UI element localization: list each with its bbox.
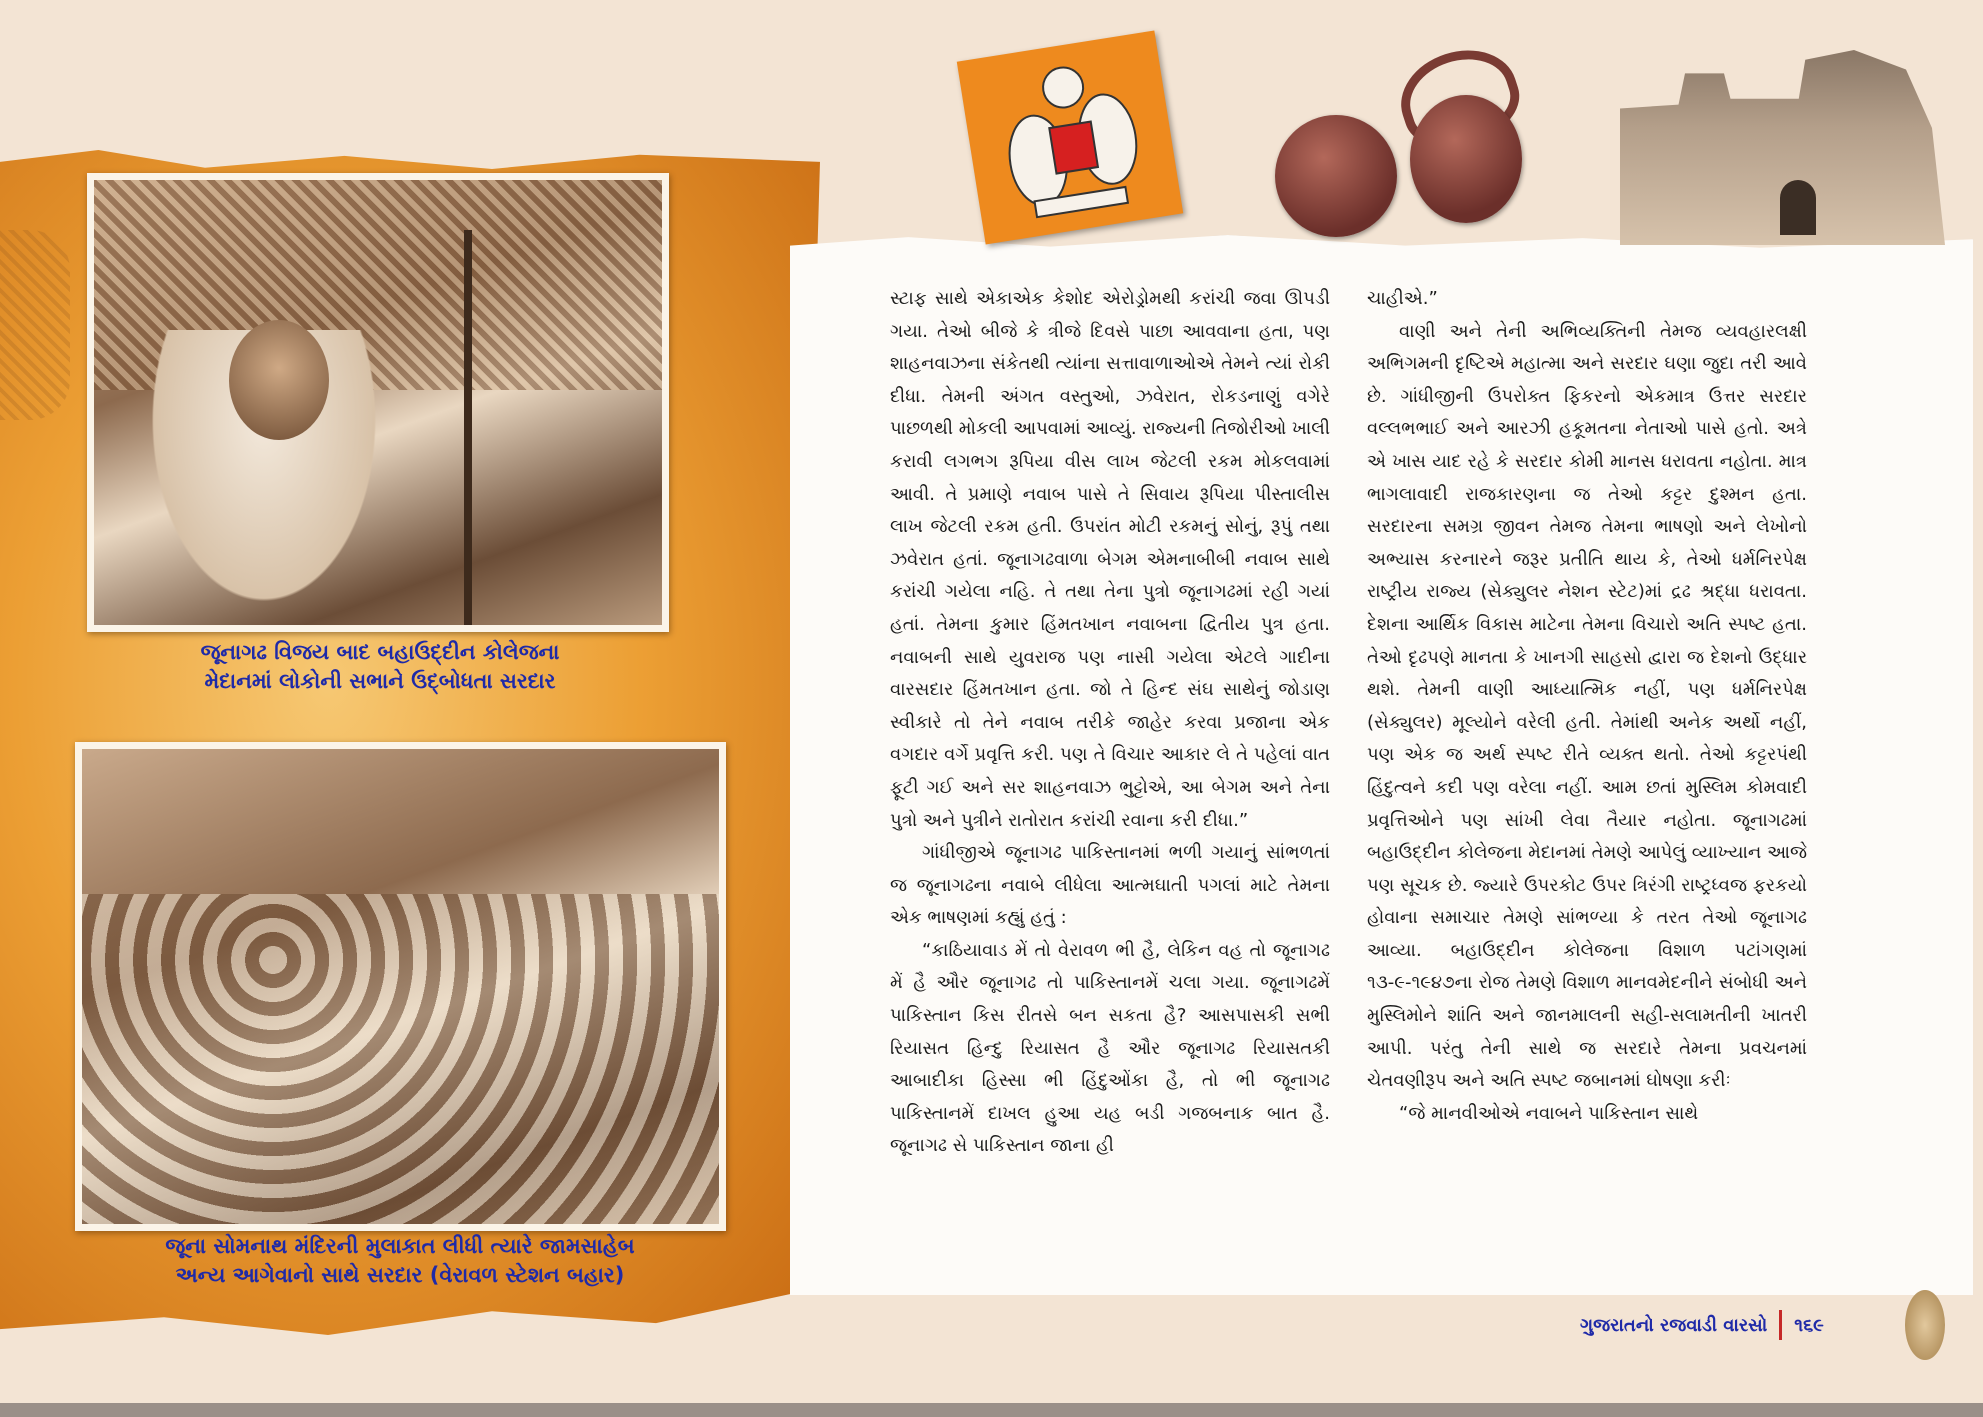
paragraph: સ્ટાફ સાથે એકાએક કેશોદ એરોડ્રોમથી કરાંચી જવા ઊપડી ગયા. તેઓ બીજે કે ત્રીજે દિવસે પાછા આવવાના હતા, પણ શાહનવાઝના સંકેતથી ત્યાંના સત્તાવાળાઓએ તેમને ત્યાં રોકી દીધા. તેમની અંગત વસ્તુઓ, ઝવેરાત, રોકડનાણું વગેરે પાછળથી મોકલી આપવામાં આવ્યું. રાજ્યની તિજોરીઓ ખાલી કરાવી લગભગ રૂપિયા વીસ લાખ જેટલી રકમ મોકલવામાં આવી. તે પ્રમાણે નવાબ પાસે તે સિવાય રૂપિયા પીસ્તાલીસ લાખ જેટલી રકમ હતી. ઉપરાંત મોટી રકમનું સોનું, રૂપું તથા ઝવેરાત હતાં. જૂનાગઢવાળા બેગમ એમનાબીબી નવાબ સાથે કરાંચી ગયેલા નહિ. તે તથા તેના પુત્રો જૂનાગઢમાં રહી ગયાં હતાં. તેમના કુમાર હિંમતખાન નવાબના દ્વિતીય પુત્ર હતા. નવાબની સાથે યુવરાજ પણ નાસી ગયેલા એટલે ગાદીના વારસદાર હિંમતખાન હતા. જો તે હિન્દ સંઘ સાથેનું જોડાણ સ્વીકારે તો તેને નવાબ તરીકે જાહેર કરવા પ્રજાના એક વગદાર વર્ગે પ્રવૃત્તિ કરી. પણ તે વિચાર આકાર લે તે પહેલાં વાત ફૂટી ગઈ અને સર શાહનવાઝ ભુટ્ટોએ, આ બેગમ અને તેના પુત્રો અને પુત્રીને રાતોરાત કરાંચી રવાના કરી દીધા.” [890, 288, 1330, 831]
photo-crowd [82, 894, 719, 1224]
paragraph: “કાઠિયાવાડ મેં તો વેરાવળ ભી હૈ, લેકિન વહ તો જૂનાગઢ મેં હૈ ઔર જૂનાગઢ તો પાકિસ્તાનમેં ચલા ગયા. જૂનાગઢમેં પાકિસ્તાન કિસ રીતસે બન સકતા હૈ? આસપાસકી સભી રિયાસત હિન્દુ રિયાસત હૈ ઔર જૂનાગઢ રિયાસતકી આબાદીકા હિસ્સા ભી હિંદુઓંકા હૈ, તો ભી જૂનાગઢ પાકિસ્તાનમેં દાખલ હુઆ યહ બડી ગજબનાક બાત હૈ. જૂનાગઢ સે પાકિસ્તાન જાના હી [890, 939, 1330, 1157]
scroll-end-icon [1905, 1290, 1945, 1360]
footer-divider [1779, 1310, 1782, 1340]
photo-speaker-head [229, 320, 329, 440]
caption-top-line-2: મેદાનમાં લોકોની સભાને ઉદ્‍બોધતા સરદાર [204, 669, 556, 694]
book-title: ગુજરાતનો રજવાડી વારસો [1580, 1314, 1768, 1336]
copper-coin-icon [1410, 95, 1522, 223]
caption-top-photo [120, 638, 640, 697]
photo-microphone-stand [464, 230, 472, 630]
caption-bottom-line-2: અન્ય આગેવાનો સાથે સરદાર (વેરાવળ સ્ટેશન બહાર) [175, 1263, 625, 1288]
emblem-drawing-icon [973, 43, 1167, 233]
monument-arch [1780, 180, 1816, 235]
paragraph: “જે માનવીઓએ નવાબને પાકિસ્તાન સાથે [1399, 1102, 1699, 1124]
text-column-right [1367, 283, 1807, 1130]
paragraph: ચાહીએ.” [1367, 288, 1438, 309]
photo-sardar-somnath-visit [75, 742, 726, 1231]
caption-bottom-photo [100, 1232, 700, 1291]
copper-coin-icon [1275, 115, 1397, 237]
caption-bottom-line-1: જૂના સોમનાથ મંદિરની મુલાકાત લીધી ત્યારે જામસાહેબ [165, 1234, 635, 1258]
paragraph: વાણી અને તેની અભિવ્યક્તિની તેમજ વ્યવહારલક્ષી અભિગમની દૃષ્ટિએ મહાત્મા અને સરદાર ઘણા જુદા તરી આવે છે. ગાંધીજીની ઉપરોક્ત ફિકરનો એકમાત્ર ઉત્તર સરદાર વલ્લભભાઈ અને આરઝી હકૂમતના નેતાઓ પાસે હતો. અત્રે એ ખાસ યાદ રહે કે સરદાર કોમી માનસ ધરાવતા નહોતા. માત્ર ભાગલાવાદી રાજકારણના જ તેઓ કટ્ટર દુશ્મન હતા. સરદારના સમગ્ર જીવન તેમજ તેમના ભાષણો અને લેખોનો અભ્યાસ કરનારને જરૂર પ્રતીતિ થાય કે, તેઓ ધર્મનિરપેક્ષ રાષ્ટ્રીય રાજ્ય (સેક્યુલર નેશન સ્ટેટ)માં દ્રઢ શ્રદ્ધા ધરાવતા. દેશના આર્થિક વિકાસ માટેના તેમના વિચારો અતિ સ્પષ્ટ હતા. તેઓ દૃઢપણે માનતા કે ખાનગી સાહસો દ્વારા જ દેશનો ઉદ્ધાર થશે. તેમની વાણી આધ્યાત્મિક નહીં, પણ ધર્મનિરપેક્ષ (સેક્યુલર) મૂલ્યોને વરેલી હતી. તેમાંથી અનેક અર્થો નહીં, પણ એક જ અર્થ સ્પષ્ટ રીતે વ્યક્ત થતો. તેઓ કટ્ટરપંથી હિંદુત્વને કદી પણ વરેલા નહીં. આમ છતાં મુસ્લિમ કોમવાદી પ્રવૃત્તિઓને પણ સાંખી લેવા તૈયાર નહોતા. જૂનાગઢમાં બહાઉદ્દીન કોલેજના મેદાનમાં તેમણે આપેલું વ્યાખ્યાન આજે પણ સૂચક છે. જ્યારે ઉપરકોટ ઉપર ત્રિરંગી રાષ્ટ્રધ્વજ ફરકયો હોવાના સમાચાર તેમણે સાંભળ્યા કે તરત તેઓ જૂનાગઢ આવ્યા. બહાઉદ્દીન કોલેજના વિશાળ પટાંગણમાં ૧૩-૯-૧૯૪૭ના રોજ તેમણે વિશાળ માનવમેદનીને સંબોધી અને મુસ્લિમોને શાંતિ અને જાનમાલની સહી-સલામતીની ખાતરી આપી. પરંતુ તેની સાથે જ સરદારે તેમના પ્રવચનમાં ચેતવણીરૂપ અને અતિ સ્પષ્ટ જબાનમાં ઘોષણા કરીઃ [1367, 320, 1807, 1092]
text-column-left [890, 283, 1330, 1163]
decorative-motif [0, 230, 70, 420]
paragraph: ગાંધીજીએ જૂનાગઢ પાકિસ્તાનમાં ભળી ગયાનું સાંભળતાં જ જૂનાગઢના નવાબે લીધેલા આત્મઘાતી પગલાં માટે તેમના એક ભાષણમાં કહ્યું હતું : [890, 842, 1330, 929]
page-number: ૧૬૯ [1794, 1314, 1824, 1336]
caption-top-line-1: જૂનાગઢ વિજય બાદ બહાઉદ્દીન કોલેજના [200, 640, 560, 664]
book-page-edge [0, 1403, 1983, 1417]
photo-sardar-addressing-crowd [87, 173, 669, 632]
junagadh-state-emblem [957, 30, 1183, 244]
page-footer [1580, 1310, 1824, 1340]
